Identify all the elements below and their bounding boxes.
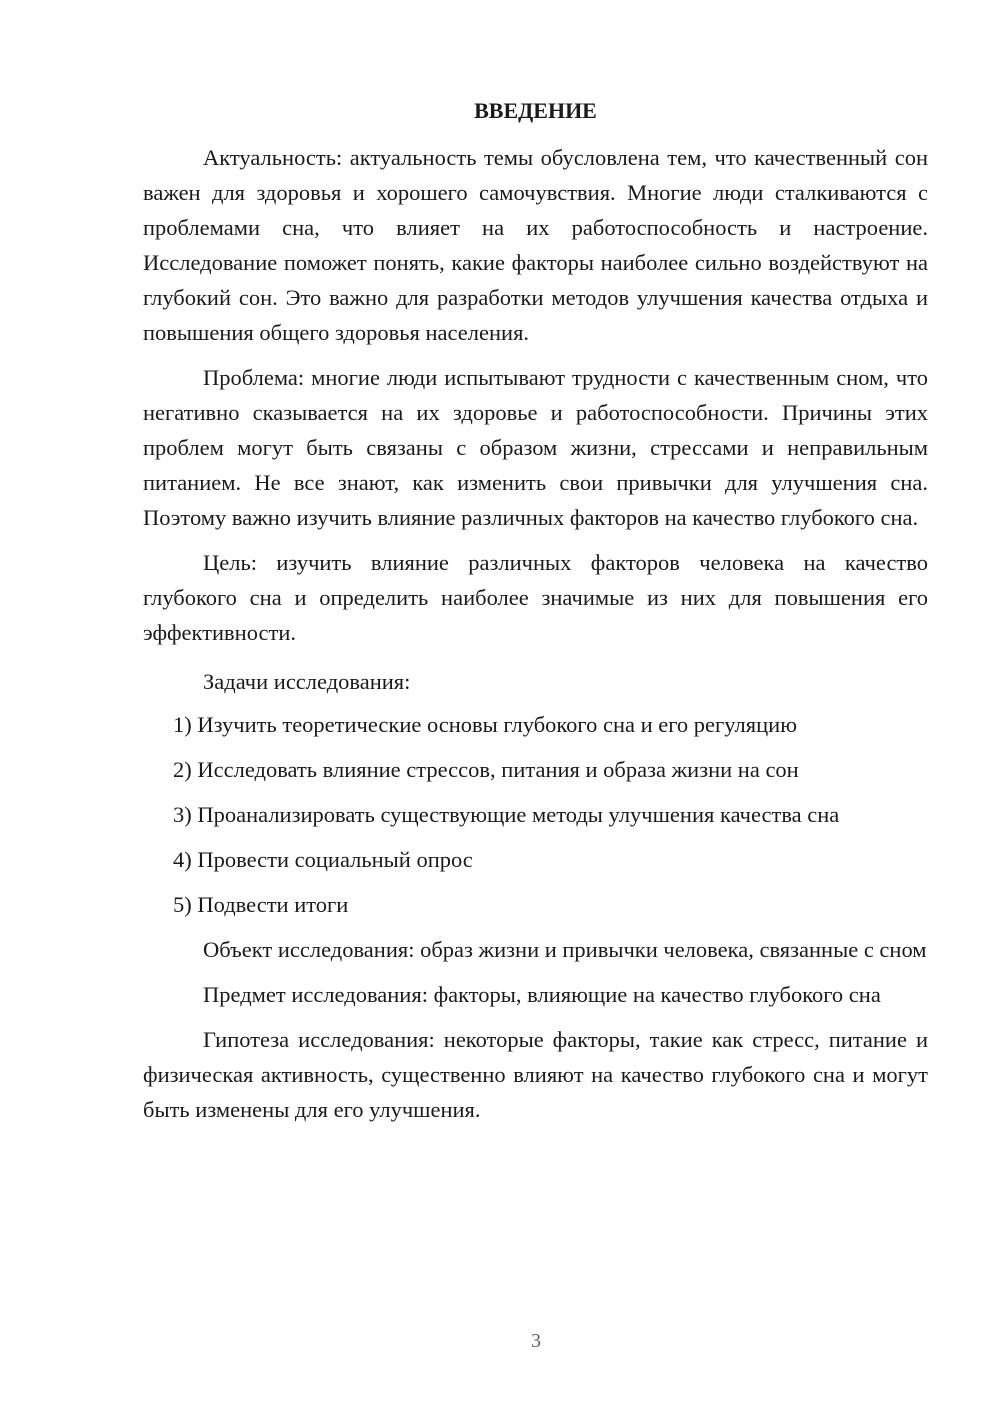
- hypothesis-paragraph: Гипотеза исследования: некоторые факторы, такие как стресс, питание и физическая активность, существенно влияют на качество глубокого сна и могут быть изменены для его улучшения.: [143, 1027, 928, 1122]
- page-title: ВВЕДЕНИЕ: [474, 98, 597, 123]
- tasks-heading: Задачи исследования:: [203, 669, 411, 694]
- page-number: 3: [531, 1330, 541, 1352]
- object-paragraph: Объект исследования: образ жизни и привычки человека, связанные с сном: [203, 937, 927, 962]
- task-item-4: 4) Провести социальный опрос: [173, 847, 473, 872]
- task-item-1: 1) Изучить теоретические основы глубокого сна и его регуляцию: [173, 712, 798, 737]
- task-item-3: 3) Проанализировать существующие методы улучшения качества сна: [173, 802, 840, 827]
- task-list: [143, 707, 928, 922]
- page-content: [143, 96, 928, 1137]
- problem-paragraph: Проблема: многие люди испытывают трудности с качественным сном, что негативно сказывается на их здоровье и работоспособности. Причины этих проблем могут быть связаны с образом жизни, стрессами и неправильным питанием. Не все знают, как изменить свои привычки для улучшения сна. Поэтому важно изучить влияние различных факторов на качество глубокого сна.: [143, 365, 928, 530]
- task-item-5: 5) Подвести итоги: [173, 892, 349, 917]
- relevance-paragraph: Актуальность: актуальность темы обусловлена тем, что качественный сон важен для здоровья и хорошего самочувствия. Многие люди сталкиваются с проблемами сна, что влияет на их работоспособность и настроение. Исследование поможет понять, какие факторы наиболее сильно воздействуют на глубокий сон. Это важно для разработки методов улучшения качества отдыха и повышения общего здоровья населения.: [143, 145, 928, 345]
- subject-paragraph: Предмет исследования: факторы, влияющие на качество глубокого сна: [203, 982, 881, 1007]
- task-item-2: 2) Исследовать влияние стрессов, питания и образа жизни на сон: [173, 757, 799, 782]
- goal-paragraph: Цель: изучить влияние различных факторов человека на качество глубокого сна и определить наиболее значимые из них для повышения его эффективности.: [143, 550, 928, 645]
